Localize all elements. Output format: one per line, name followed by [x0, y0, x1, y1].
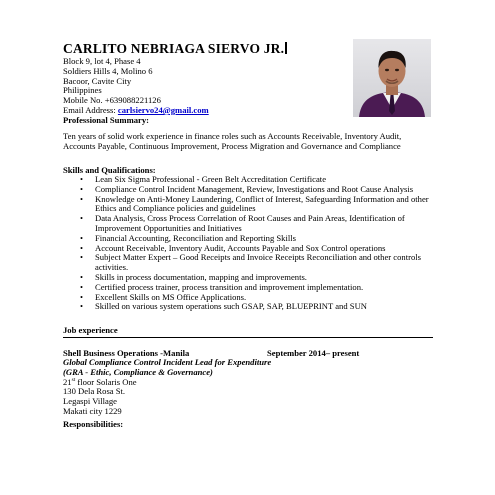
address-line: Bacoor, Cavite City — [63, 75, 132, 86]
bullet-icon: • — [80, 281, 84, 292]
professional-summary-heading: Professional Summary: — [63, 115, 150, 125]
candidate-name: CARLITO NEBRIAGA SIERVO JR. — [63, 41, 287, 57]
skill-item: • Data Analysis, Cross Process Correlation of Root Causes and Pain Areas, Identification of Improvement Opportunities and Initiatives — [80, 213, 405, 233]
contact-block — [63, 57, 209, 116]
skill-item: • Knowledge on Anti-Money Laundering, Conflict of Interest, Safeguarding Information and other Ethics and Compliance policies and guidelines — [80, 193, 429, 214]
skills-list — [80, 175, 440, 312]
job-company: Shell Business Operations -Manila — [63, 348, 190, 358]
bullet-icon: • — [80, 252, 84, 263]
profile-photo-image — [353, 39, 431, 117]
address-line: Philippines — [63, 85, 102, 96]
bullet-icon: • — [80, 183, 84, 194]
skill-item: • Financial Accounting, Reconciliation and Reporting Skills — [80, 232, 296, 243]
skill-item: • Compliance Control Incident Management, Review, Investigations and Root Cause Analysis — [80, 183, 414, 194]
section-divider — [63, 337, 433, 338]
skills-heading: Skills and Qualifications: — [63, 165, 156, 175]
skill-item: • Skilled on various system operations such GSAP, SAP, BLUEPRINT and SUN — [80, 301, 367, 312]
bullet-icon: • — [80, 291, 84, 302]
skill-item: • Excellent Skills on MS Office Applications. — [80, 291, 247, 302]
skill-item: • Lean Six Sigma Professional - Green Belt Accreditation Certificate — [80, 174, 327, 184]
job-role-department: (GRA - Ethic, Compliance & Governance) — [63, 366, 213, 377]
job-address-line: Legaspi Village — [63, 396, 117, 407]
job-experience-heading: Job experience — [63, 325, 118, 335]
text-cursor — [285, 42, 287, 54]
profile-photo — [353, 39, 431, 117]
job-address-line: Makati city 1229 — [63, 405, 122, 416]
bullet-icon: • — [80, 174, 84, 184]
job-address-line: 21st floor Solaris One — [63, 376, 137, 387]
job-address-line: 130 Dela Rosa St. — [63, 386, 126, 397]
bullet-icon: • — [80, 271, 84, 282]
bullet-icon: • — [80, 193, 84, 204]
email-label: Email Address: — [63, 104, 118, 115]
skill-item: • Certified process trainer, process transition and improvement implementation. — [80, 281, 364, 292]
skill-item: • Account Receivable, Inventory Audit, Accounts Payable and Sox Control operations — [80, 242, 386, 253]
job-role: Global Compliance Control Incident Lead for Expenditure — [63, 357, 272, 367]
professional-summary-text: Ten years of solid work experience in finance roles such as Accounts Receivable, Inventory Audit, Accounts Payable, Continuous Improvement, Process Migration and Governance and Compliance — [63, 131, 402, 151]
job-details — [63, 358, 271, 417]
skill-item: • Skills in process documentation, mapping and improvements. — [80, 271, 307, 282]
job-date: September 2014– present — [267, 348, 360, 358]
bullet-icon: • — [80, 301, 84, 312]
skill-item: • Subject Matter Expert – Good Receipts and Invoice Receipts Reconciliation and other controls activities. — [80, 252, 421, 273]
address-line: Soldiers Hills 4, Molino 6 — [63, 65, 153, 76]
address-line: Block 9, lot 4, Phase 4 — [63, 56, 141, 66]
bullet-icon: • — [80, 213, 84, 224]
bullet-icon: • — [80, 232, 84, 243]
mobile-number: Mobile No. +639088221126 — [63, 95, 161, 106]
responsibilities-heading: Responsibilities: — [63, 419, 124, 429]
bullet-icon: • — [80, 242, 84, 253]
email-link[interactable]: carlsiervo24@gmail.com — [117, 104, 209, 115]
